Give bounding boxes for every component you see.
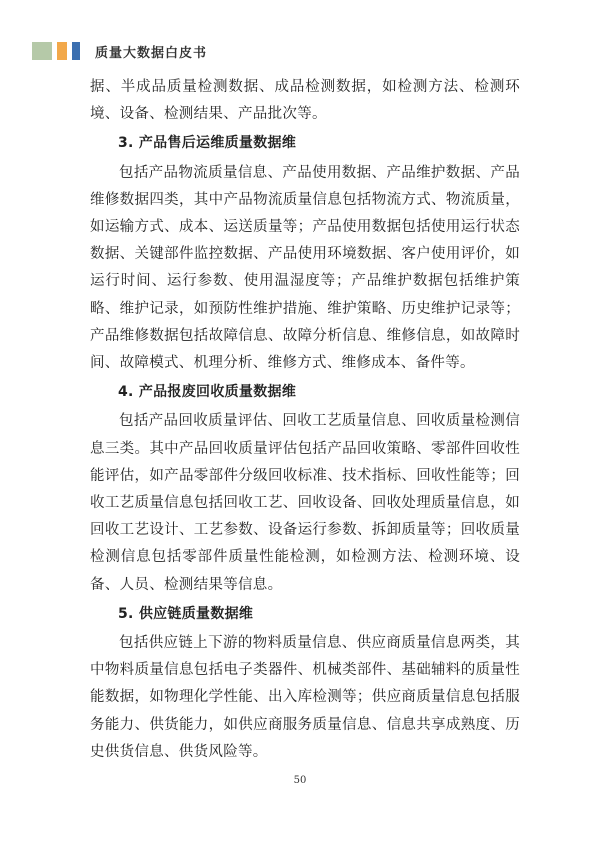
section-heading-5: 5. 供应链质量数据维 (118, 605, 254, 622)
main-content (90, 74, 520, 766)
header-decor-block-blue (72, 42, 80, 60)
paragraph-5: 包括供应链上下游的物料质量信息、供应商质量信息两类，其中物料质量信息包括电子类器件、机械类部件、基础辅料的质量性能数据，如物理化学性能、出入库检测等；供应商质量信息包括服务能力、供货能力，如供应商服务质量信息、信息共享成熟度、历史供货信息、供货风险等。 (90, 635, 520, 760)
header-decor-block-orange (57, 42, 67, 60)
header-title: 质量大数据白皮书 (95, 45, 208, 61)
paragraph-4: 包括产品回收质量评估、回收工艺质量信息、回收质量检测信息三类。其中产品回收质量评估包括产品回收策略、零部件回收性能评估，如产品零部件分级回收标准、技术指标、回收性能等；回收工艺质量信息包括回收工艺、回收设备、回收处理质量信息，如回收工艺设计、工艺参数、设备运行参数、拆卸质量等；回收质量检测信息包括零部件质量性能检测，如检测方法、检测环境、设备、人员、检测结果等信息。 (90, 413, 520, 593)
page-number: 50 (293, 775, 307, 786)
header-decor-block-green (32, 42, 52, 60)
paragraph-3: 包括产品物流质量信息、产品使用数据、产品维护数据、产品维修数据四类，其中产品物流质量信息包括物流方式、物流质量，如运输方式、成本、运送质量等；产品使用数据包括使用运行状态数据、关键部件监控数据、产品使用环境数据、客户使用评价，如运行时间、运行参数、使用温湿度等；产品维护数据包括维护策略、维护记录，如预防性维护措施、维护策略、历史维护记录等；产品维修数据包括故障信息、故障分析信息、维修信息，如故障时间、故障模式、机理分析、维修方式、维修成本、备件等。 (90, 164, 520, 372)
section-heading-4: 4. 产品报废回收质量数据维 (118, 384, 297, 401)
section-heading-3: 3. 产品售后运维质量数据维 (118, 135, 297, 152)
paragraph-continued: 据、半成品质量检测数据、成品检测数据，如检测方法、检测环境、设备、检测结果、产品批次等。 (90, 79, 520, 123)
page-header (32, 40, 207, 62)
